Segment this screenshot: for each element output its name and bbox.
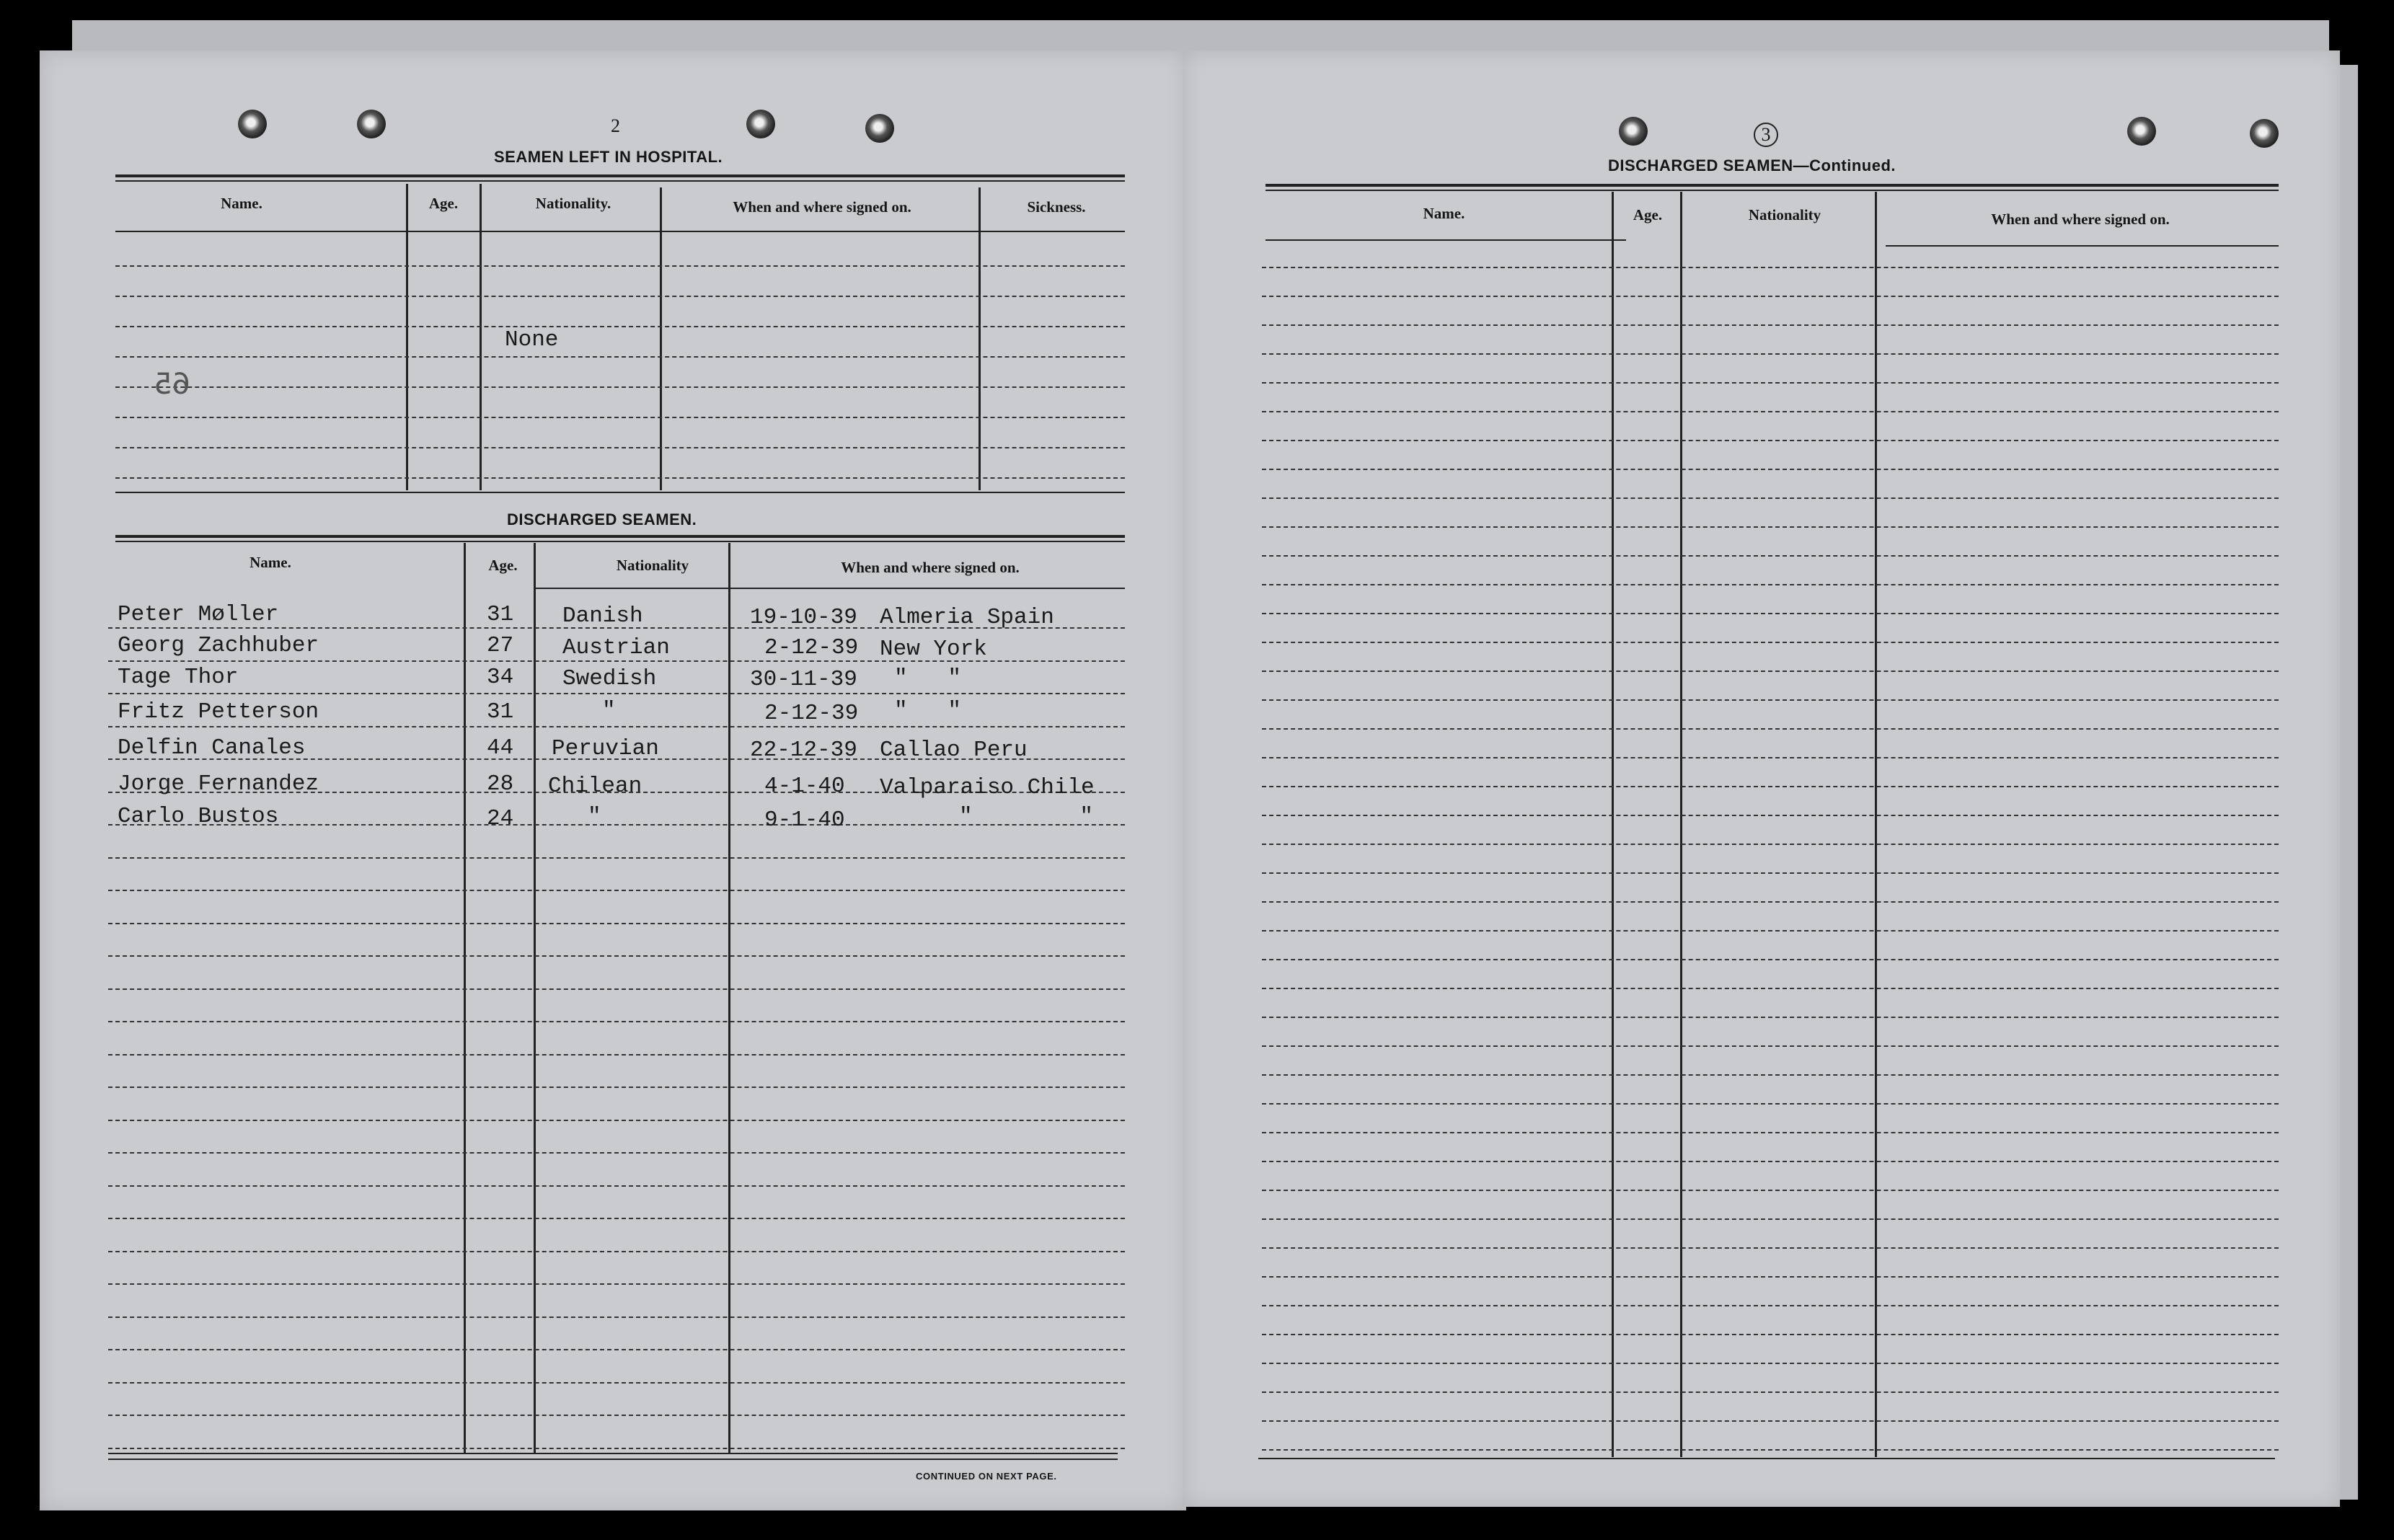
signed-on-date: 9-1-40 bbox=[764, 807, 845, 833]
ruled-line bbox=[108, 726, 1125, 727]
ruled-line bbox=[108, 890, 1125, 891]
ruled-line bbox=[1262, 1391, 2279, 1393]
ruled-line bbox=[1262, 1103, 2279, 1105]
seaman-age: 28 bbox=[487, 771, 514, 797]
continued-col-signed-on: When and where signed on. bbox=[1991, 211, 2170, 228]
ruled-line bbox=[108, 955, 1125, 957]
ruled-line bbox=[108, 1185, 1125, 1187]
ruled-line bbox=[108, 1382, 1125, 1384]
continued-note: CONTINUED ON NEXT PAGE. bbox=[916, 1471, 1057, 1482]
signed-on-place: Almeria Spain bbox=[880, 605, 1054, 630]
right-page bbox=[1183, 50, 2340, 1507]
ruled-line bbox=[108, 1316, 1125, 1318]
ruled-line bbox=[1262, 1161, 2279, 1162]
seaman-name: Georg Zachhuber bbox=[118, 633, 319, 658]
ruled-line bbox=[1262, 1420, 2279, 1422]
signed-on-place: Callao Peru bbox=[880, 738, 1028, 763]
ruled-line bbox=[1262, 584, 2279, 585]
seaman-age: 24 bbox=[487, 806, 514, 831]
ruled-line bbox=[1262, 382, 2279, 384]
ruled-line bbox=[108, 1448, 1125, 1449]
ruled-line bbox=[1262, 844, 2279, 845]
seaman-age: 34 bbox=[487, 665, 514, 690]
seaman-name: Peter Møller bbox=[118, 602, 279, 627]
ruled-line bbox=[108, 1054, 1125, 1056]
punch-hole bbox=[2250, 119, 2279, 148]
signed-on-date: 2-12-39 bbox=[764, 701, 859, 726]
signed-on-date: 22-12-39 bbox=[750, 738, 857, 763]
seaman-nationality: " bbox=[602, 698, 616, 723]
ruled-line bbox=[1262, 1276, 2279, 1278]
signed-on-date: 2-12-39 bbox=[764, 635, 859, 660]
ruled-line bbox=[1262, 699, 2279, 701]
ruled-line bbox=[1262, 872, 2279, 874]
ruled-line bbox=[1262, 1045, 2279, 1047]
seaman-nationality: " bbox=[588, 804, 601, 829]
hospital-col-name: Name. bbox=[221, 195, 262, 212]
ruled-line bbox=[108, 1152, 1125, 1154]
seaman-nationality: Swedish bbox=[562, 666, 657, 691]
signed-on-place: " " bbox=[894, 698, 962, 723]
ruled-line bbox=[1262, 1132, 2279, 1133]
ruled-line bbox=[1262, 469, 2279, 470]
ruled-line bbox=[108, 857, 1125, 859]
punch-hole bbox=[865, 114, 894, 143]
continued-section-title: DISCHARGED SEAMEN—Continued. bbox=[1608, 156, 1896, 174]
ruled-line bbox=[108, 923, 1125, 924]
seaman-age: 44 bbox=[487, 735, 514, 761]
signed-on-place: New York bbox=[880, 637, 987, 662]
ruled-line bbox=[1262, 642, 2279, 643]
seaman-age: 31 bbox=[487, 602, 514, 627]
signed-on-place: Valparaiso Chile bbox=[880, 775, 1095, 800]
ruled-line bbox=[1262, 930, 2279, 931]
ruled-line bbox=[1262, 440, 2279, 441]
left-page bbox=[40, 50, 1186, 1510]
hospital-col-signed-on: When and where signed on. bbox=[733, 198, 911, 216]
ruled-line bbox=[108, 1120, 1125, 1121]
signed-on-date: 4-1-40 bbox=[764, 774, 845, 799]
signed-on-place: " " bbox=[959, 804, 1094, 829]
hospital-col-age: Age. bbox=[428, 195, 459, 212]
ruled-line bbox=[1262, 988, 2279, 989]
ruled-line bbox=[108, 1251, 1125, 1252]
discharged-col-name: Name. bbox=[249, 554, 291, 571]
ruled-line bbox=[1262, 1190, 2279, 1191]
punch-hole bbox=[357, 110, 386, 138]
ruled-line bbox=[1262, 1247, 2279, 1249]
ruled-line bbox=[1262, 959, 2279, 960]
signed-on-place: " " bbox=[894, 665, 962, 691]
ruled-line bbox=[1262, 296, 2279, 297]
discharged-col-nationality: Nationality bbox=[616, 557, 689, 574]
punch-hole bbox=[746, 110, 775, 138]
ruled-line bbox=[1262, 757, 2279, 758]
discharged-section-title: DISCHARGED SEAMEN. bbox=[507, 510, 697, 528]
hospital-entry: None bbox=[505, 327, 559, 353]
ruled-line bbox=[1262, 815, 2279, 816]
ruled-line bbox=[108, 988, 1125, 990]
ruled-line bbox=[1262, 324, 2279, 326]
ruled-line bbox=[1262, 786, 2279, 787]
seaman-name: Fritz Petterson bbox=[118, 699, 319, 725]
ruled-line bbox=[1262, 497, 2279, 499]
ruled-line bbox=[1262, 671, 2279, 672]
seaman-nationality: Austrian bbox=[562, 635, 670, 660]
ruled-line bbox=[108, 1021, 1125, 1022]
ruled-line bbox=[108, 1087, 1125, 1088]
hospital-col-nationality: Nationality. bbox=[535, 195, 611, 212]
ruled-line bbox=[1262, 1074, 2279, 1076]
ruled-line bbox=[1262, 728, 2279, 730]
continued-col-name: Name. bbox=[1423, 205, 1465, 222]
seaman-nationality: Peruvian bbox=[552, 736, 659, 761]
continued-col-age: Age. bbox=[1633, 206, 1663, 224]
ruled-line bbox=[1262, 1305, 2279, 1306]
seaman-nationality: Danish bbox=[562, 603, 643, 629]
ruled-line bbox=[1262, 555, 2279, 557]
punch-hole bbox=[238, 110, 267, 138]
ruled-line bbox=[1262, 1334, 2279, 1335]
discharged-col-signed-on: When and where signed on. bbox=[841, 559, 1020, 576]
continued-col-nationality: Nationality bbox=[1748, 206, 1821, 224]
seaman-name: Tage Thor bbox=[118, 665, 239, 690]
signed-on-date: 19-10-39 bbox=[750, 605, 857, 630]
margin-mark: 65 bbox=[154, 368, 190, 401]
seaman-name: Carlo Bustos bbox=[118, 804, 279, 829]
hospital-section-title: SEAMEN LEFT IN HOSPITAL. bbox=[494, 148, 723, 166]
ruled-line bbox=[108, 693, 1125, 694]
back-sheet-top-edge bbox=[72, 20, 2329, 53]
ruled-line bbox=[1262, 353, 2279, 355]
ruled-line bbox=[108, 1283, 1125, 1285]
ruled-line bbox=[108, 1415, 1125, 1416]
seaman-age: 31 bbox=[487, 699, 514, 725]
signed-on-date: 30-11-39 bbox=[750, 667, 857, 692]
seaman-name: Delfin Canales bbox=[118, 735, 306, 761]
discharged-col-age: Age. bbox=[488, 557, 518, 574]
ruled-line bbox=[1262, 1449, 2279, 1451]
seaman-name: Jorge Fernandez bbox=[118, 771, 319, 797]
page-number: 2 bbox=[611, 115, 620, 136]
seaman-nationality: Chilean bbox=[548, 774, 642, 799]
ruled-line bbox=[108, 1218, 1125, 1219]
ruled-line bbox=[1262, 1363, 2279, 1364]
ruled-line bbox=[1262, 267, 2279, 268]
ruled-line bbox=[1262, 1218, 2279, 1220]
seaman-age: 27 bbox=[487, 633, 514, 658]
ruled-line bbox=[1262, 1017, 2279, 1018]
ruled-line bbox=[108, 1349, 1125, 1350]
ruled-line bbox=[1262, 613, 2279, 614]
ruled-line bbox=[1262, 901, 2279, 903]
ruled-line bbox=[1262, 526, 2279, 528]
punch-hole bbox=[1619, 117, 1648, 146]
ruled-line bbox=[1262, 411, 2279, 412]
hospital-col-sickness: Sickness. bbox=[1027, 198, 1086, 216]
page-number: 3 bbox=[1754, 123, 1778, 147]
punch-hole bbox=[2127, 117, 2156, 146]
